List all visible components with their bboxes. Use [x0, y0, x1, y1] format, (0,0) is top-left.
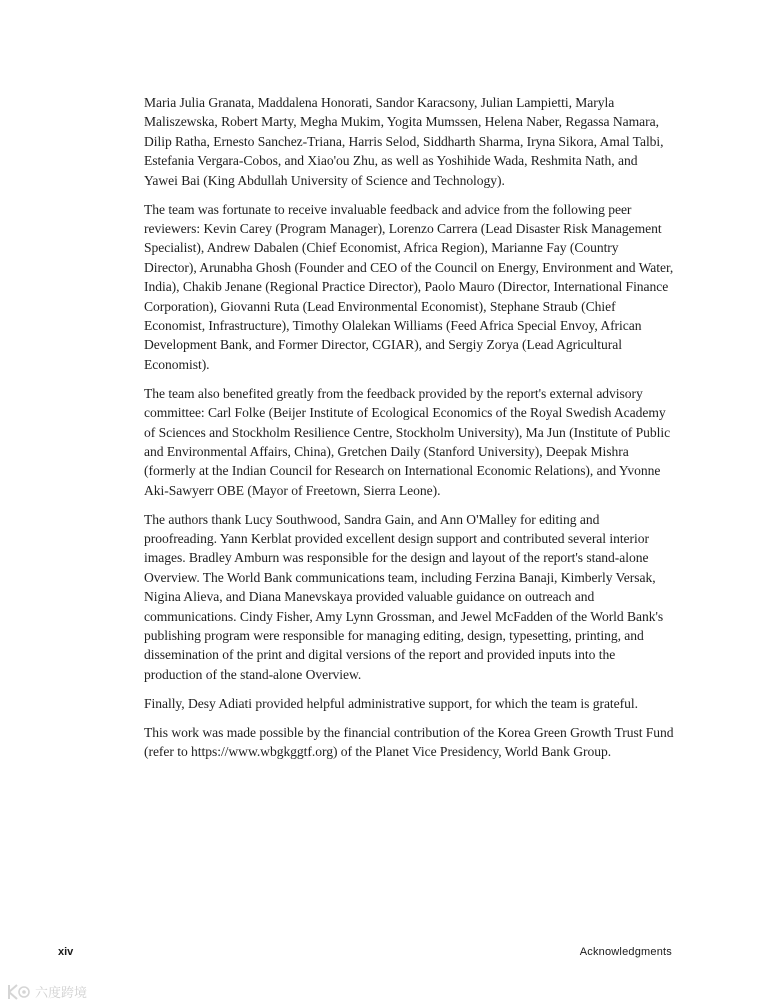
- paragraph-contributors-continued: Maria Julia Granata, Maddalena Honorati, Sandor Karacsony, Julian Lampietti, Maryla Maliszewska, Robert Marty, Megha Mukim, Yogita Mumssen, Helena Naber, Regassa Namara, Dilip Ratha, Ernesto Sanchez-Triana, Harris Selod, Siddharth Sharma, Iryna Sikora, Amal Talbi, Estefania Vergara-Cobos, and Xiao'ou Zhu, as well as Yoshihide Wada, Reshmita Nath, and Yawei Bai (King Abdullah University of Science and Technology).: [144, 95, 664, 188]
- paragraph-editing-design: The authors thank Lucy Southwood, Sandra Gain, and Ann O'Malley for editing and proofreading. Yann Kerblat provided excellent design support and contributed several interior images. Bradley Amburn was responsible for the design and layout of the report's stand-alone Overview. The World Bank communications team, including Ferzina Banaji, Kimberly Versak, Nigina Alieva, and Diana Manevskaya provided valuable guidance on outreach and communications. Cindy Fisher, Amy Lynn Grossman, and Jewel McFadden of the World Bank's publishing program were responsible for managing editing, design, typesetting, printing, and dissemination of the print and digital versions of the report and provided inputs into the production of the stand-alone Overview.: [144, 511, 664, 682]
- page-number: xiv: [58, 946, 74, 958]
- acknowledgments-body: [144, 93, 674, 771]
- paragraph-advisory-committee: The team also benefited greatly from the feedback provided by the report's external advisory committee: Carl Folke (Beijer Institute of Ecological Economics of the Royal Swedish Academy of Sciences and Stockholm Resilience Centre, Stockholm University), Ma Jun (Institute of Public and Environmental Affairs, China), Gretchen Daily (Stanford University), Deepak Mishra (formerly at the Indian Council for Research on International Economic Relations), and Yvonne Aki-Sawyerr OBE (Mayor of Freetown, Sierra Leone).: [144, 385, 671, 498]
- paragraph-funding: This work was made possible by the financial contribution of the Korea Green Growth Trust Fund (refer to https://www.wbgkggtf.org) of the Planet Vice Presidency, World Bank Group.: [144, 724, 674, 760]
- k-logo-icon: [6, 983, 32, 1001]
- running-footer-section: Acknowledgments: [579, 946, 672, 958]
- paragraph-admin-support: Finally, Desy Adiati provided helpful administrative support, for which the team is grateful.: [144, 695, 638, 711]
- paragraph-peer-reviewers: The team was fortunate to receive invaluable feedback and advice from the following peer reviewers: Kevin Carey (Program Manager), Lorenzo Carrera (Lead Disaster Risk Management Specialist), Andrew Dabalen (Chief Economist, Africa Region), Marianne Fay (Country Director), Arunabha Ghosh (Founder and CEO of the Council on Energy, Environment and Water, India), Chakib Jenane (Regional Practice Director), Paolo Mauro (Director, International Finance Corporation), Giovanni Ruta (Lead Environmental Economist), Stephane Straub (Chief Economist, Infrastructure), Timothy Olalekan Williams (Feed Africa Special Envoy, African Development Bank, and Former Director, CGIAR), and Sergiy Zorya (Lead Agricultural Economist).: [144, 201, 674, 372]
- watermark-text: 六度跨境: [35, 986, 88, 1001]
- watermark: [6, 982, 87, 1001]
